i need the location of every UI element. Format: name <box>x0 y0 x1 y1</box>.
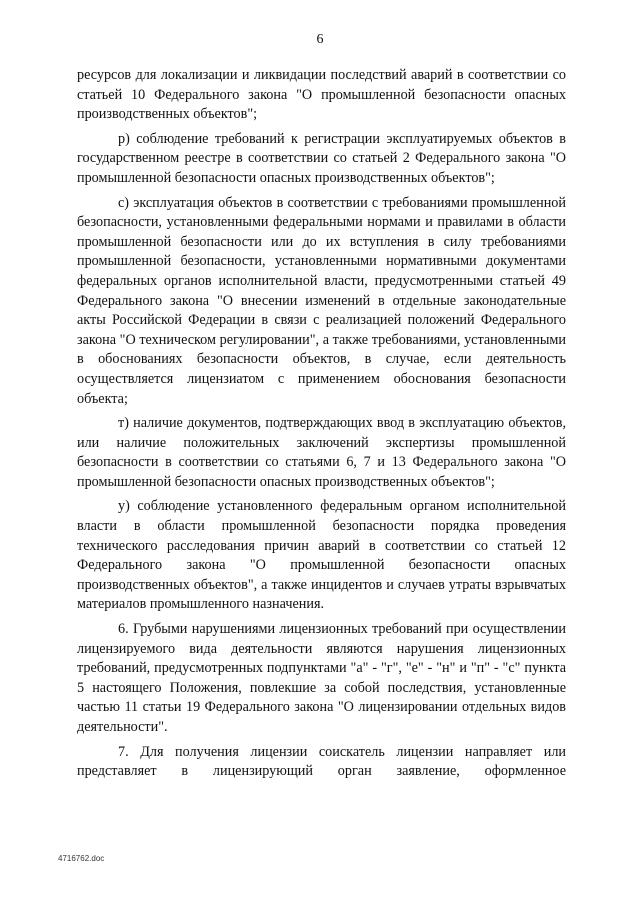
paragraph-item-s: с) эксплуатация объектов в соответствии с требованиями промышленной безопасности, установленными федеральными нормами и правилами в области промышленной безопасности или до их вступления в силу требованиями промышленной безопасности, установленными нормативными документами федеральных органов исполнительной власти, предусмотренными статьей 49 Федерального закона "О внесении изменений в отдельные законодательные акты Российской Федерации в связи с реализацией положений Федерального закона "О техническом регулировании", а также требованиями, установленными в обоснованиях безопасности объектов, в случае, если деятельность осуществляется лицензиатом с применением обоснования безопасности объекта; <box>77 194 566 407</box>
paragraph-continuation: ресурсов для локализации и ликвидации последствий аварий в соответствии со статьей 10 Федерального закона "О промышленной безопасности опасных производственных объектов"; <box>77 67 566 123</box>
paragraph-item-t: т) наличие документов, подтверждающих ввод в эксплуатацию объектов, или наличие положительных заключений экспертизы промышленной безопасности в соответствии со статьями 6, 7 и 13 Федерального закона "О промышленной безопасности опасных производственных объектов"; <box>77 415 566 490</box>
paragraph-item-u: у) соблюдение установленного федеральным органом исполнительной власти в области промышленной безопасности порядка проведения технического расследования причин аварий в соответствии со статьей 12 Федерального закона "О промышленной безопасности опасных производственных объектов", а также инцидентов и случаев утраты взрывчатых материалов промышленного назначения. <box>77 498 566 613</box>
page-number: 6 <box>316 32 324 47</box>
paragraph-clause-7: 7. Для получения лицензии соискатель лицензии направляет или представляет в лицензирующий орган заявление, оформленное <box>77 743 566 780</box>
paragraph-item-r: р) соблюдение требований к регистрации эксплуатируемых объектов в государственном реестре в соответствии со статьей 2 Федерального закона "О промышленной безопасности опасных производственных объектов"; <box>77 130 566 186</box>
document-body <box>77 66 566 787</box>
paragraph-clause-6: 6. Грубыми нарушениями лицензионных требований при осуществлении лицензируемого вида деятельности являются нарушения лицензионных требований, предусмотренных подпунктами "а" - "г", "е" - "н" и "п" - "с" пункта 5 настоящего Положения, повлекшие за собой последствия, установленные частью 11 статьи 19 Федерального закона "О лицензировании отдельных видов деятельности". <box>77 621 566 735</box>
document-file-reference: 4716762.doc <box>58 854 105 863</box>
